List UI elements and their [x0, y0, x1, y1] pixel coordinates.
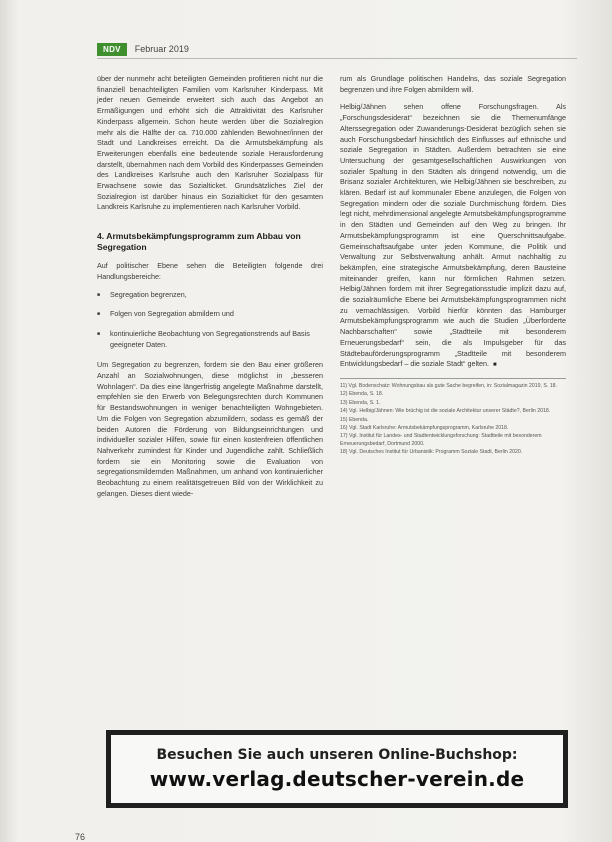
page-number: 76 [75, 832, 86, 842]
paragraph: Um Segregation zu begrenzen, fordern sie den Bau einer größeren Anzahl an Sozialwohnungen, diese möglichst in „besseren Wohnlagen“. Da dies eine längerfristig angelegte Maßnahme darstellt, empfehlen sie den Erwerb von Belegungsrechten durch Kommunen für Bestandswohnungen in weniger benachteiligten Wohngebieten. Um die Folgen von Segregation abzumildern, sodass es gemäß der beiden Autoren die Förderung von Bildungseinrichtungen und individueller sozialer Hilfen, sowie für einen kostenfreien öffentlichen Nahverkehr zumindest für Kinder und Jugendliche zahlt. Schließlich fordern sie ein Monitoring sowie die Evaluation von segregationsmildernden Maßnahmen, um anhand von kontinuierlicher Beobachtung zu einem realitätsgetreuen Bild von der Wirklichkeit zu gelangen. Dieses dient wiede- [97, 360, 323, 498]
paragraph [340, 102, 566, 371]
footnote: 15) Ebenda. [340, 416, 369, 423]
footnote: 11) Vgl. Bodenschatz: Wohnungsbau als gute Sache begreifen, in: Sozialmagazin 2019, S. 18. [340, 382, 557, 389]
footnote: 12) Ebenda, S. 18. [340, 391, 384, 398]
end-of-article-mark: ■ [493, 362, 497, 369]
bullet-list [97, 290, 323, 351]
right-column [340, 74, 566, 458]
paragraph: rum als Grundlage politischen Handelns, das soziale Segregation begrenzen und ihre Folgen abmildern will. [340, 74, 566, 94]
issue-date: Februar 2019 [134, 44, 189, 54]
footnote: 13) Ebenda, S. 1. [340, 399, 381, 406]
intro-paragraph: über der nunmehr acht beteiligten Gemeinden profitieren nicht nur die finanziell benachteiligten Familien vom Karlsruher Kinderpass. Mit jeder neuen Gemeinde erweitert sich auch das Angebot an Ermäßigungen und erhöht sich die Attraktivität des Karlsruher Kinderpass allgemein. Schon heute werden über die Sozialregion mehr als die Hälfte der ca. 710.000 zählenden Bewohner/innen der Stadt und Landkreises erreicht. Da die Armutsbekämpfung als Erweiterungen ebenfalls eine bedeutende soziale Herausforderung darstellt, übernahmen nach dem Vorbild des Kinderpasses Gemeinden des Landkreises Karlsruhe auch den Karlsruher Sozialpass für Erwachsene sowie das Sozialticket. Grundsätzliches Ziel der Sozialregion ist darüber hinaus ein Sozialticket für den gesamten Landkreis Karlsruhe zu implementieren nach Karlsruher Vorbild. [97, 74, 323, 212]
ndv-badge: NDV [97, 43, 127, 56]
paragraph: Auf politischer Ebene sehen die Beteiligten folgende drei Handlungsbereiche: [97, 261, 323, 281]
ad-headline: Besuchen Sie auch unseren Online-Buchshop: [156, 747, 518, 763]
footnote: 16) Vgl. Stadt Karlsruhe: Armutsbekämpfungsprogramm, Karlsruhe 2018. [340, 425, 509, 432]
footnote: 14) Vgl. Helbig/Jähnen: Wie brüchig ist die soziale Architektur unserer Städte?, Berlin 2018. [340, 408, 551, 415]
paragraph-text: Helbig/Jähnen sehen offene Forschungsfragen. Als „Forschungsdesiderat“ bezeichnen sie die Themenumfänge Alterssegregation oder Zuwanderungs-Desiderat bezüglich sehen sie auch Forschungsbedarf hinsichtlich des Einflusses auf ethnische und soziale Segregation in Städten. Außerdem betrachten sie eine Untersuchung der gesamtgesellschaftlichen Auswirkungen von sozialer Spaltung in den Städten als dringend notwendig, um die Brisanz sozialer Architekturen, wie Helbig/Jähnen sie beschreiben, zu klären. Bedarf ist auf kommunaler Ebene anzulegen, die Folgen von Segregation mindern oder die soziale Durchmischung fördern. Dies legt nicht, mehrdimensional angelegte Armutsbekämpfungsprogramme in den Städten und Gemeinden auf den Weg zu bringen. Ihr Armutsbekämpfungsprogramm ist eine Querschnittsaufgabe. Gemeinschaftsaufgabe unter jeden Kommune, die Politik und Verwaltung zur Selbstverwaltung anhält. Armut nachhaltig zu bekämpfen, eine strategische Armutsbekämpfung, deren Bausteine miteinander greifen, kann nur förmlichen Rahmen setzen. Helbig/Jähnen fordern mit ihrer Segregationsstudie implizit dazu auf, die sozialräumliche Ebene bei Armutsbekämpfungsprogrammen nicht zu vernachlässigen. Vorbild hierfür könnten das Hamburger Armutsbekämpfungsprogramm wie auch die Studien „Überforderte Nachbarschaften“ sowie „Stadtteile mit besonderem Erneuerungsbedarf“ sein, die als Impulsgeber für das Städtebauförderungsprogramm „Stadtteile mit besonderem Entwicklungsbedarf – die soziale Stadt“ gelten. [340, 102, 566, 369]
footnote-divider [340, 378, 566, 379]
left-column [97, 74, 323, 507]
bookshop-ad[interactable] [106, 730, 568, 808]
section-heading: 4. Armutsbekämpfungsprogramm zum Abbau von Segregation [97, 231, 301, 253]
footnotes [340, 383, 566, 457]
footnote: 18) Vgl. Deutsches Institut für Urbanistik: Programm Soziale Stadt, Berlin 2020. [340, 449, 523, 456]
bullet-item: ■ Folgen von Segregation abmildern und [97, 309, 323, 320]
ad-url-link[interactable]: www.verlag.deutscher-verein.de [149, 767, 525, 791]
footnote: 17) Vgl. Institut für Landes- und Stadtentwicklungsforschung: Stadtteile mit besonderem Erneuerungsbedarf, Dortmund 2000. [340, 433, 542, 447]
running-header [97, 42, 189, 56]
bullet-item: ■ Segregation begrenzen, [97, 290, 323, 301]
header-divider [97, 58, 577, 59]
bullet-item: ■ kontinuierliche Beobachtung von Segregationstrends auf Basis geeigneter Daten. [97, 329, 323, 350]
